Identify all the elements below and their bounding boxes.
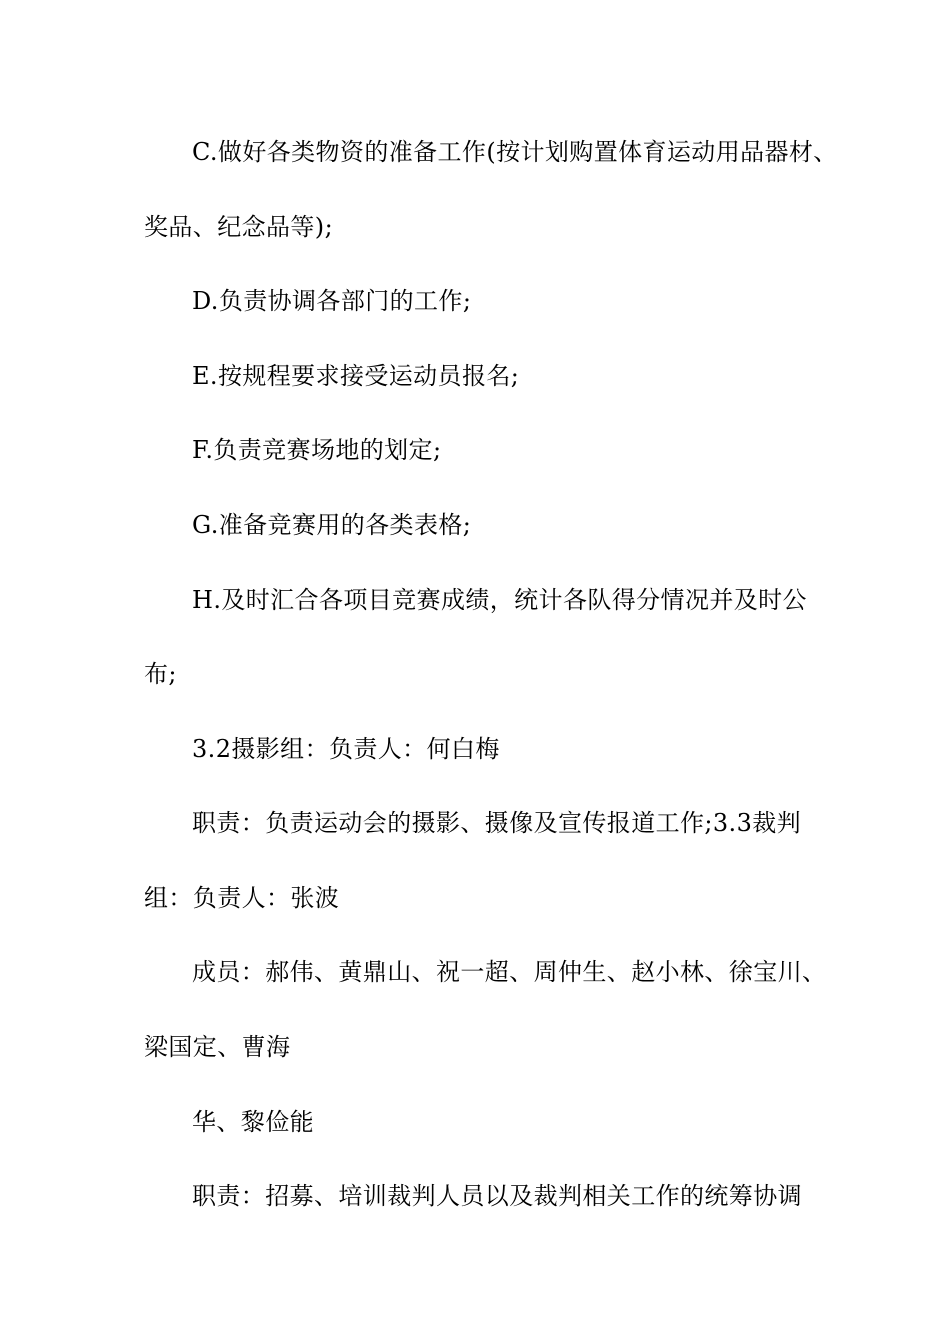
- section-3-3-duty: 职责：招募、培训裁判人员以及裁判相关工作的统筹协调: [192, 1182, 802, 1210]
- section-3-3-members-line-2: 梁国定、曹海: [144, 1033, 291, 1061]
- item-d: D.负责协调各部门的工作;: [192, 287, 472, 315]
- section-3-2-duty-line-1: 职责：负责运动会的摄影、摄像及宣传报道工作;3.3裁判: [192, 809, 802, 837]
- section-3-3-members-line-3: 华、黎俭能: [192, 1108, 314, 1136]
- item-g: G.准备竞赛用的各类表格;: [192, 511, 472, 539]
- section-3-3-members-line-1: 成员：郝伟、黄鼎山、祝一超、周仲生、赵小林、徐宝川、: [192, 958, 827, 986]
- item-e: E.按规程要求接受运动员报名;: [192, 362, 520, 390]
- item-f: F.负责竞赛场地的划定;: [192, 436, 442, 464]
- item-h-line-2: 布;: [144, 660, 177, 688]
- item-c-line-1: C.做好各类物资的准备工作(按计划购置体育运动用品器材、: [192, 138, 838, 166]
- item-h-line-1: H.及时汇合各项目竞赛成绩，统计各队得分情况并及时公: [192, 586, 807, 614]
- item-c-line-2: 奖品、纪念品等);: [144, 213, 334, 241]
- section-3-2-heading: 3.2摄影组：负责人：何白梅: [192, 735, 500, 763]
- section-3-3-heading: 组：负责人：张波: [144, 884, 340, 912]
